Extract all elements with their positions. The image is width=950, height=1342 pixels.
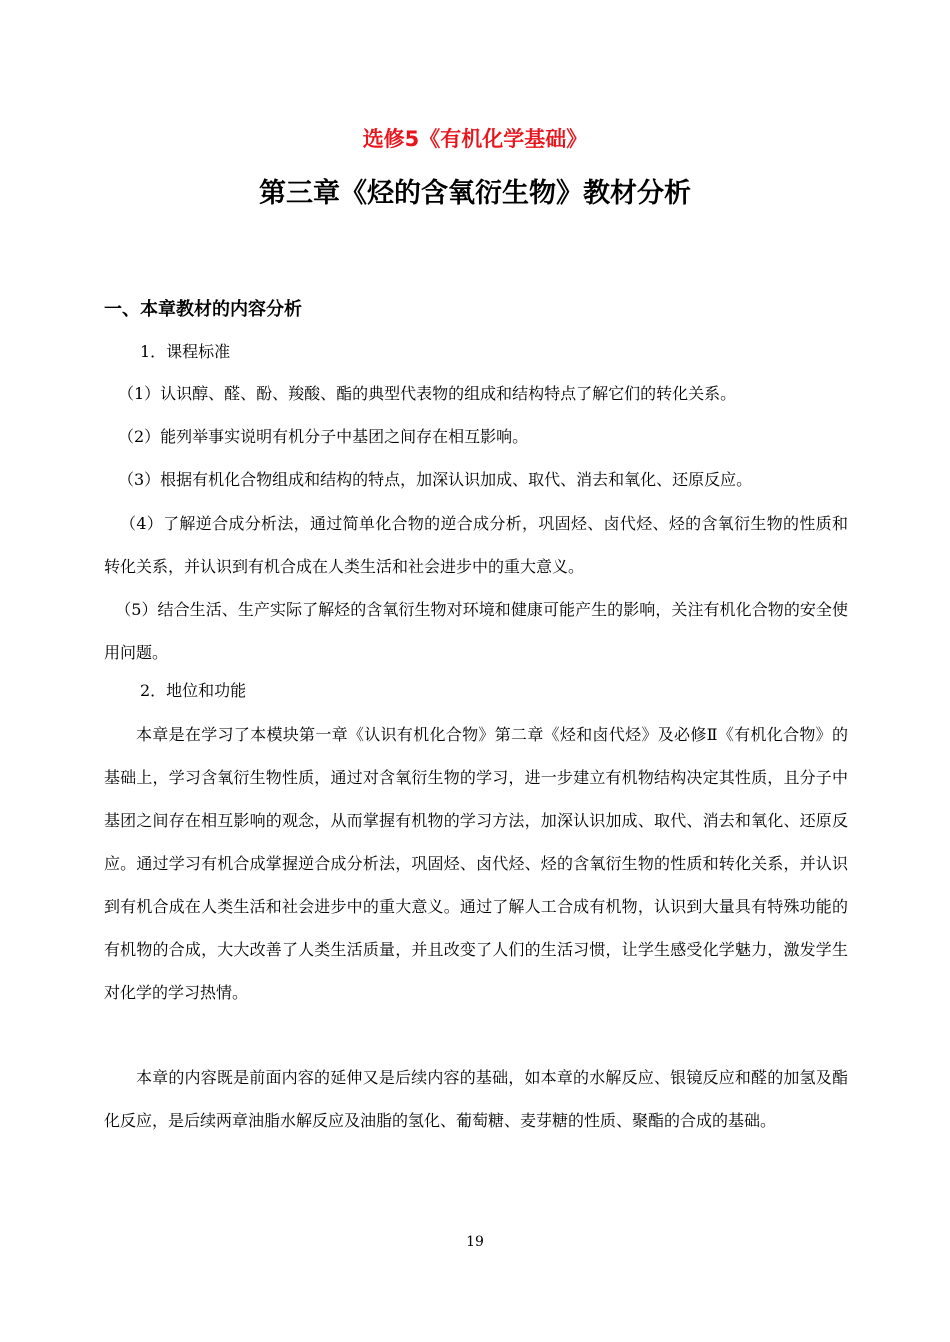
document-title: 第三章《烃的含氧衍生物》教材分析 [259,178,691,209]
paragraph-role-1: 本章是在学习了本模块第一章《认识有机化合物》第二章《烃和卤代烃》及必修Ⅱ《有机化合物》的基础上，学习含氧衍生物性质，通过对含氧衍生物的学习，进一步建立有机物结构决定其性质，且分子中基团之间存在相互影响的观念，从而掌握有机物的学习方法，加深认识加成、取代、消去和氧化、还原反应。通过学习有机合成掌握逆合成分析法，巩固烃、卤代烃、烃的含氧衍生物的性质和转化关系，并认识到有机合成在人类生活和社会进步中的重大意义。通过了解人工合成有机物，认识到大量具有特殊功能的有机物的合成，大大改善了人类生活质量，并且改变了人们的生活习惯，让学生感受化学魅力，激发学生对化学的学习热情。 [104,725,848,1002]
standard-item-1: （1）认识醇、醛、酚、羧酸、酯的典型代表物的组成和结构特点了解它们的转化关系。 [118,384,737,403]
standard-item-5: （5）结合生活、生产实际了解烃的含氧衍生物对环境和健康可能产生的影响，关注有机化合物的安全使用问题。 [104,600,848,662]
section-heading: 一、本章教材的内容分析 [104,299,302,320]
paragraph-role-2: 本章的内容既是前面内容的延伸又是后续内容的基础，如本章的水解反应、银镜反应和醛的加氢及酯化反应，是后续两章油脂水解反应及油脂的氢化、葡萄糖、麦芽糖的性质、聚酯的合成的基础。 [104,1068,848,1130]
subsection-heading-role: 2．地位和功能 [140,681,247,700]
standard-item-3: （3）根据有机化合物组成和结构的特点，加深认识加成、取代、消去和氧化、还原反应。 [118,470,753,489]
standard-item-2: （2）能列举事实说明有机分子中基团之间存在相互影响。 [118,427,529,446]
page-number: 19 [466,1234,484,1250]
standard-item-4: （4）了解逆合成分析法，通过简单化合物的逆合成分析，巩固烃、卤代烃、烃的含氧衍生物的性质和转化关系，并认识到有机合成在人类生活和社会进步中的重大意义。 [104,514,848,576]
document-subtitle: 选修5《有机化学基础》 [362,127,588,151]
subsection-heading-curriculum: 1．课程标准 [140,342,231,361]
